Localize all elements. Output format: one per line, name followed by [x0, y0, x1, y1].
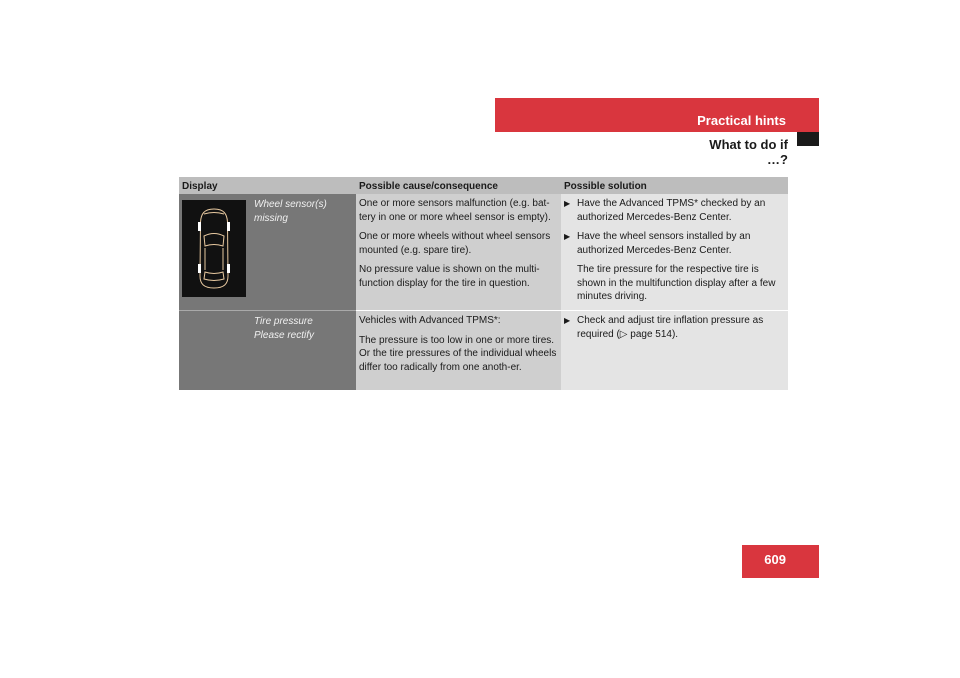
triangle-right-icon: ▶	[564, 232, 571, 241]
cause-text: One or more wheels without wheel sensors mounted (e.g. spare tire).	[359, 231, 551, 256]
display-message-line1: Wheel sensor(s)	[254, 199, 327, 210]
solution-cell	[561, 310, 788, 390]
display-message	[254, 315, 314, 342]
cause-cell	[356, 194, 561, 310]
solution-item	[564, 197, 784, 224]
section-subtitle: What to do if …?	[709, 137, 788, 167]
display-cell	[179, 194, 356, 310]
table-row	[179, 194, 788, 310]
display-message	[254, 198, 327, 225]
page-number: 609	[764, 552, 786, 567]
car-top-view-icon	[182, 200, 246, 297]
page-number-box	[742, 545, 819, 578]
display-message-line2: missing	[254, 212, 288, 224]
solution-item	[564, 314, 784, 341]
triangle-right-icon: ▶	[564, 316, 571, 325]
table-row	[179, 310, 788, 390]
header-corner-block	[797, 132, 819, 146]
section-title: Practical hints	[697, 113, 786, 128]
header-bar	[495, 98, 819, 132]
column-header-solution: Possible solution	[564, 181, 647, 192]
cause-text: One or more sensors malfunction (e.g. bat-tery in one or more wheel sensor is empty).	[359, 198, 551, 223]
display-message-line2: Please rectify	[254, 329, 315, 341]
solution-text: Have the wheel sensors installed by an authorized Mercedes-Benz Center.	[577, 231, 751, 256]
solution-cell	[561, 194, 788, 310]
cause-text: The pressure is too low in one or more tires. Or the tire pressures of the individual wheels differ too radically from one anoth-er.	[359, 334, 557, 373]
troubleshooting-table	[179, 177, 788, 390]
solution-note: The tire pressure for the respective tire is shown in the multifunction display after a few minutes driving.	[577, 264, 776, 302]
cause-text: Vehicles with Advanced TPMS*:	[359, 315, 501, 326]
column-header-display: Display	[182, 181, 218, 192]
solution-item	[564, 230, 784, 257]
cause-cell	[356, 310, 561, 390]
solution-text: Check and adjust tire inflation pressure as required (▷ page 514).	[577, 315, 764, 340]
triangle-right-icon: ▶	[564, 199, 571, 208]
display-cell	[179, 310, 356, 390]
table-header	[179, 177, 788, 194]
cause-text: No pressure value is shown on the multi-function display for the tire in question.	[359, 264, 540, 289]
solution-text: Have the Advanced TPMS* checked by an authorized Mercedes-Benz Center.	[577, 198, 766, 223]
column-header-cause: Possible cause/consequence	[359, 181, 498, 192]
display-message-line1: Tire pressure	[254, 316, 313, 327]
